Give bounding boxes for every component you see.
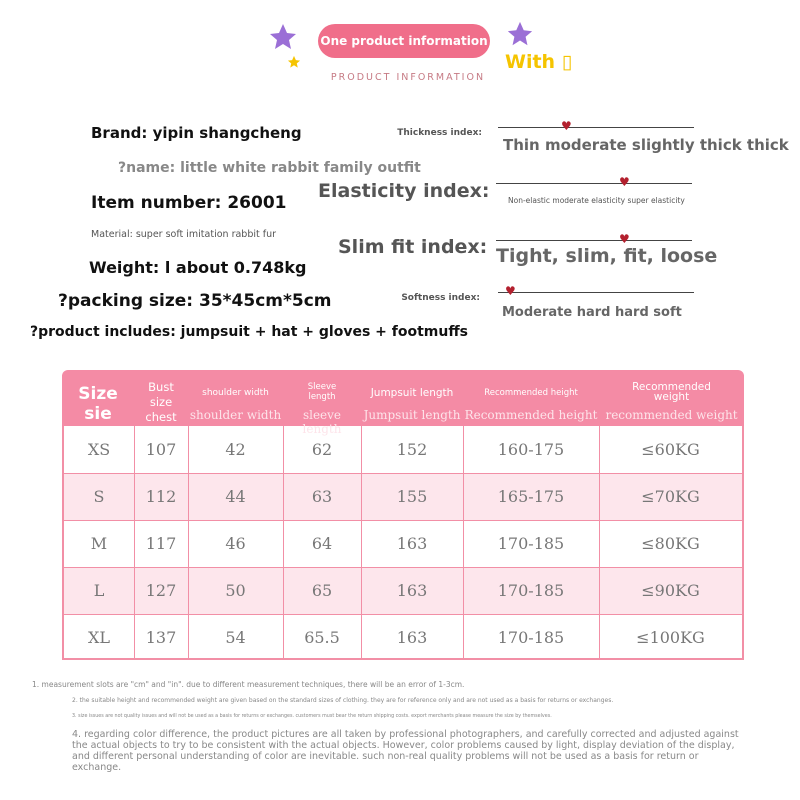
cell-shoulder: 42 <box>225 440 246 459</box>
slim-fit-scale-text: Tight, slim, fit, loose <box>496 245 718 267</box>
col-divider <box>463 426 464 660</box>
table-row <box>64 614 742 661</box>
cell-size: S <box>93 487 105 506</box>
cell-sleeve: 65.5 <box>304 628 340 647</box>
thickness-scale-text: Thin moderate slightly thick thick <box>503 136 789 154</box>
softness-scale-text: Moderate hard hard soft <box>502 305 682 320</box>
cell-height: 170-185 <box>497 534 565 553</box>
cell-jumpsuit: 155 <box>396 487 428 506</box>
thickness-label: Thickness index: <box>397 128 482 138</box>
note-4: 4. regarding color difference, the product pictures are all taken by professional photographers, and carefully corrected and adjusted against the actual objects to try to be consistent with the actual objects. However, color problems caused by light, display deviation of the display, and different personal understanding of color are inevitable. such non-real quality problems will not be used as a basis for return or exchange. <box>72 729 739 773</box>
note-3: 3. size issues are not quality issues and will not be used as a basis for returns or exchanges. customers must bear the return shipping costs. export merchants please measure the size by themselves. <box>72 714 552 719</box>
slim-fit-label: Slim fit index: <box>338 236 488 258</box>
cell-shoulder: 50 <box>225 581 246 600</box>
cell-size: XL <box>87 628 110 647</box>
includes-text: ?product includes: jumpsuit + hat + gloves + footmuffs <box>30 324 469 340</box>
cell-weight: ≤80KG <box>641 534 700 553</box>
note-2: 2. the suitable height and recommended weight are given based on the standard sizes of clothing. they are for reference only and are not used as a basis for returns or exchanges. <box>72 697 614 704</box>
cell-shoulder: 44 <box>225 487 246 506</box>
elasticity-scale-text: Non-elastic moderate elasticity super elasticity <box>508 196 685 205</box>
cell-jumpsuit: 163 <box>396 628 428 647</box>
cell-bust: 117 <box>145 534 177 553</box>
cell-height: 165-175 <box>497 487 565 506</box>
header-size: Size sie <box>78 384 118 424</box>
table-row <box>64 426 742 473</box>
header-jumpsuit: Jumpsuit length Jumpsuit length <box>363 387 461 422</box>
header-shoulder: shoulder width shoulder width <box>189 388 282 422</box>
size-table-header <box>62 370 744 436</box>
col-divider <box>134 426 135 660</box>
softness-heart-icon: ♥ <box>505 284 516 298</box>
col-divider <box>599 426 600 660</box>
cell-weight: ≤60KG <box>641 440 700 459</box>
product-info-subtitle: PRODUCT INFORMATION <box>330 72 486 83</box>
cell-sleeve: 63 <box>311 487 333 506</box>
cell-jumpsuit: 163 <box>396 581 428 600</box>
row-divider <box>64 473 742 474</box>
slim-fit-scale-line <box>496 240 692 241</box>
softness-label: Softness index: <box>401 293 480 303</box>
row-divider <box>64 567 742 568</box>
product-name-text: ?name: little white rabbit family outfit <box>118 160 421 176</box>
yellow-star-icon <box>287 55 301 69</box>
cell-height: 170-185 <box>497 628 565 647</box>
cell-sleeve: 64 <box>311 534 333 553</box>
cell-height: 160-175 <box>497 440 565 459</box>
purple-star-icon-right <box>506 20 534 48</box>
header-sleeve: Sleeve length sleeve length <box>302 382 342 436</box>
thickness-heart-icon: ♥ <box>561 119 572 133</box>
elasticity-label: Elasticity index: <box>318 180 490 202</box>
cell-weight: ≤100KG <box>636 628 705 647</box>
header-weight: Recommended weight recommended weight <box>605 381 738 422</box>
cell-size: M <box>90 534 108 553</box>
cell-bust: 107 <box>145 440 177 459</box>
note-1: 1. measurement slots are "cm" and "in". due to different measurement techniques, there will be an error of 1-3cm. <box>32 680 465 689</box>
cell-jumpsuit: 163 <box>396 534 428 553</box>
packing-size-text: ?packing size: 35*45cm*5cm <box>58 291 332 311</box>
cell-height: 170-185 <box>497 581 565 600</box>
material-text: Material: super soft imitation rabbit fur <box>91 229 277 240</box>
item-number-text: Item number: 26001 <box>91 193 287 213</box>
with-label: With ▯ <box>505 51 573 73</box>
row-divider <box>64 614 742 615</box>
cell-jumpsuit: 152 <box>396 440 428 459</box>
brand-text: Brand: yipin shangcheng <box>91 124 302 142</box>
elasticity-heart-icon: ♥ <box>619 175 630 189</box>
elasticity-scale-line <box>496 183 692 184</box>
cell-sleeve: 65 <box>311 581 333 600</box>
row-divider <box>64 520 742 521</box>
col-divider <box>361 426 362 660</box>
table-row <box>64 520 742 567</box>
cell-sleeve: 62 <box>311 440 333 459</box>
cell-bust: 137 <box>145 628 177 647</box>
cell-weight: ≤90KG <box>641 581 700 600</box>
cell-bust: 127 <box>145 581 177 600</box>
col-divider <box>188 426 189 660</box>
cell-weight: ≤70KG <box>641 487 700 506</box>
table-row <box>64 567 742 614</box>
cell-bust: 112 <box>145 487 177 506</box>
softness-scale-line <box>498 292 694 293</box>
slim-fit-heart-icon: ♥ <box>619 232 630 246</box>
thickness-scale-line <box>498 127 694 128</box>
table-row <box>64 473 742 520</box>
product-info-banner: One product information <box>318 24 490 58</box>
cell-shoulder: 46 <box>225 534 246 553</box>
col-divider <box>283 426 284 660</box>
cell-size: L <box>93 581 105 600</box>
purple-star-icon <box>268 22 298 52</box>
header-height: Recommended height Recommended height <box>464 388 598 422</box>
header-bust: Bust size chest <box>145 380 177 424</box>
weight-text: Weight: l about 0.748kg <box>89 258 307 277</box>
cell-shoulder: 54 <box>225 628 246 647</box>
cell-size: XS <box>87 440 111 459</box>
